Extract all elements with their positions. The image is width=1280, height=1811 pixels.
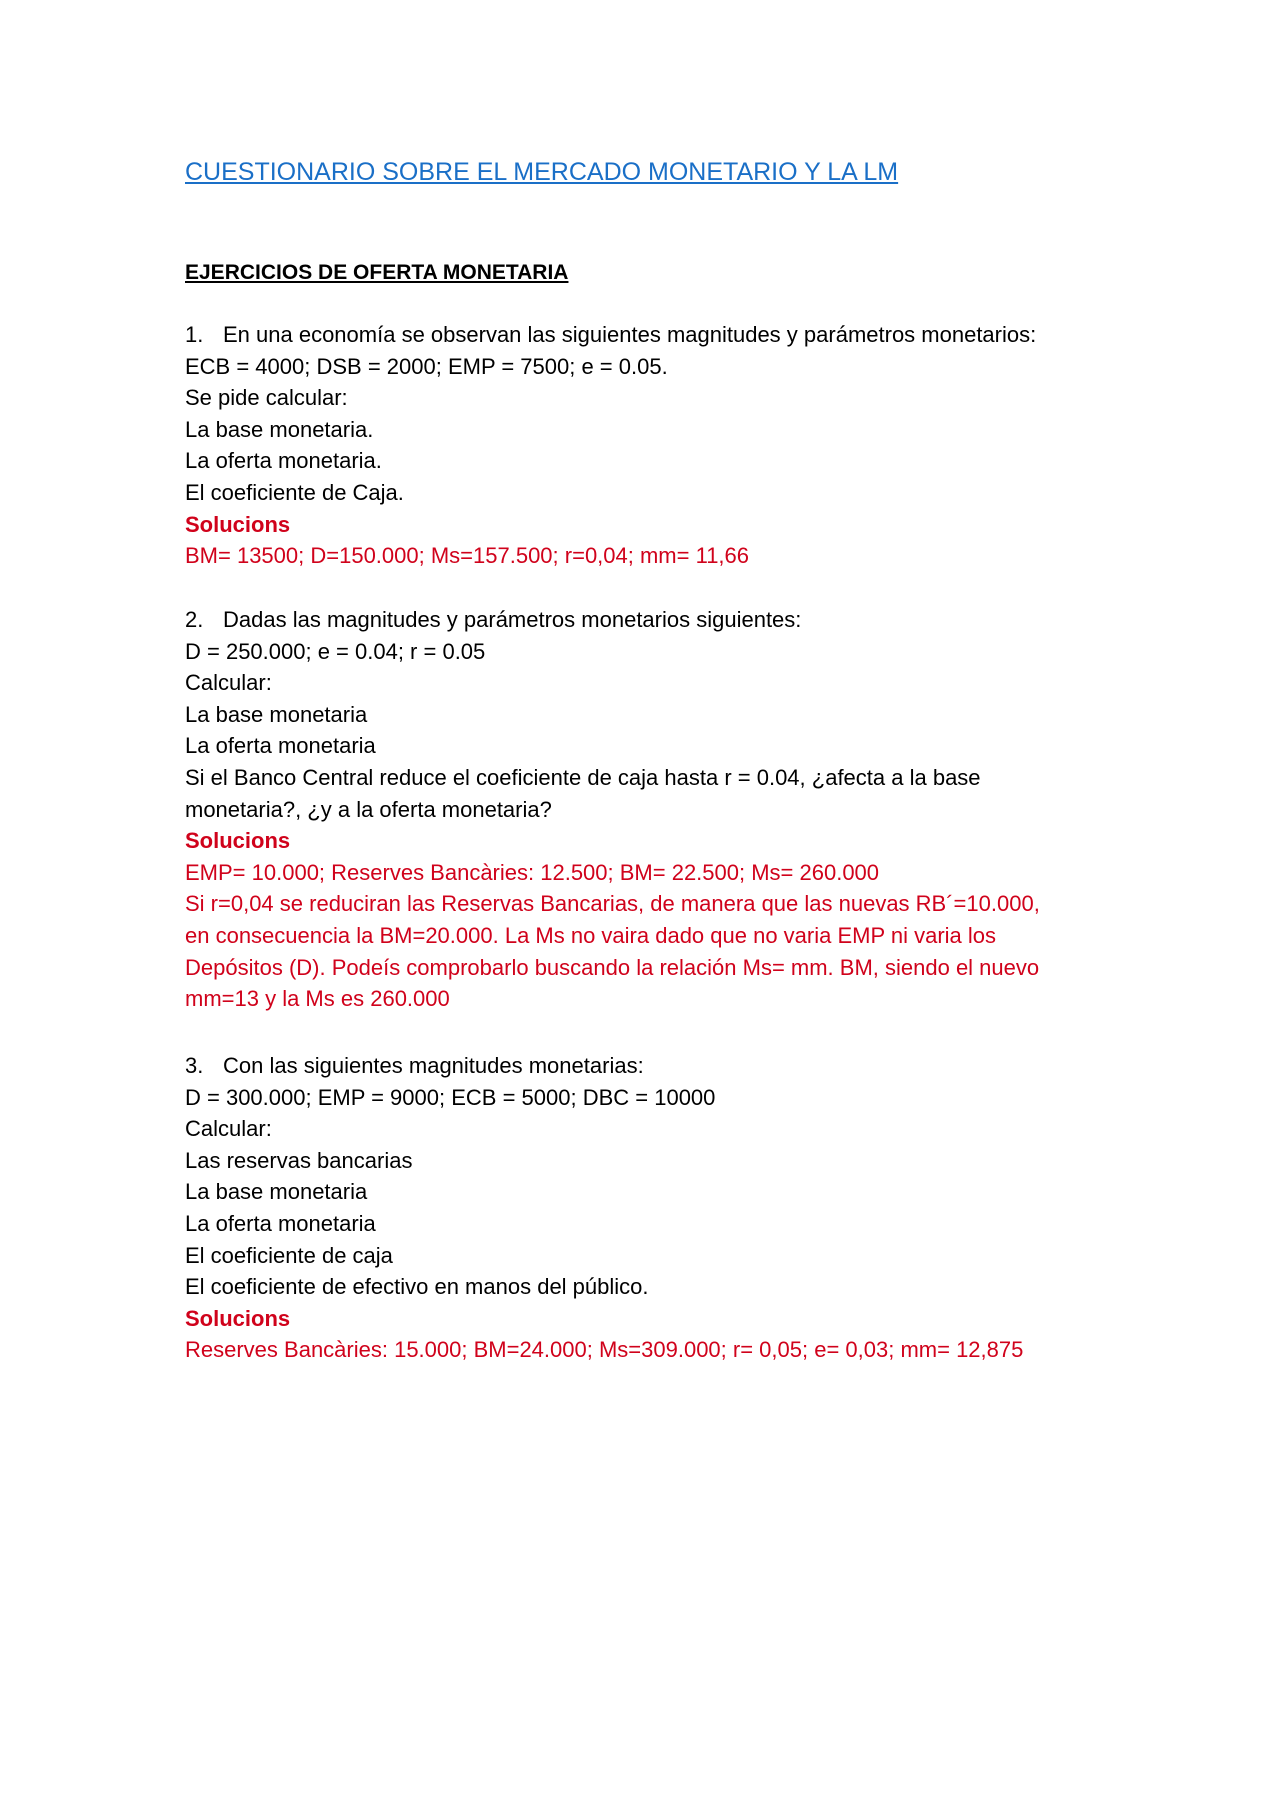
solution-line: en consecuencia la BM=20.000. La Ms no vaira dado que no varia EMP ni varia los: [185, 922, 997, 948]
document-title: CUESTIONARIO SOBRE EL MERCADO MONETARIO Y LA LM: [185, 158, 899, 186]
exercise-item: La oferta monetaria: [185, 733, 376, 759]
exercise-prompt: Calcular:: [185, 670, 272, 696]
exercise-2: [185, 604, 1105, 1015]
exercise-item: El coeficiente de Caja.: [185, 479, 404, 505]
exercise-item: El coeficiente de caja: [185, 1242, 393, 1268]
solution-line: Depósitos (D). Podeís comprobarlo buscando la relación Ms= mm. BM, siendo el nuevo: [185, 954, 1040, 980]
exercise-3: [185, 1050, 1105, 1366]
exercise-number: 1.: [185, 322, 204, 347]
solution-line: mm=13 y la Ms es 260.000: [185, 986, 450, 1012]
solution-label: Solucions: [185, 511, 291, 537]
exercise-statement: [185, 604, 1105, 636]
exercise-prompt: Calcular:: [185, 1116, 272, 1142]
exercise-statement: [185, 319, 1105, 351]
exercise-number: 3.: [185, 1053, 204, 1078]
exercise-item: La oferta monetaria: [185, 1210, 376, 1236]
exercise-item: monetaria?, ¿y a la oferta monetaria?: [185, 796, 552, 822]
exercise-data: D = 250.000; e = 0.04; r = 0.05: [185, 638, 486, 664]
exercise-item: La base monetaria: [185, 701, 368, 727]
exercise-item: Si el Banco Central reduce el coeficiente de caja hasta r = 0.04, ¿afecta a la base: [185, 764, 981, 790]
exercise-data: D = 300.000; EMP = 9000; ECB = 5000; DBC = 10000: [185, 1084, 716, 1110]
exercise-item: La base monetaria: [185, 1179, 368, 1205]
exercise-statement-text: Con las siguientes magnitudes monetarias:: [223, 1053, 644, 1078]
exercise-prompt: Se pide calcular:: [185, 385, 348, 411]
section-heading: EJERCICIOS DE OFERTA MONETARIA: [185, 261, 569, 284]
exercise-item: La base monetaria.: [185, 416, 374, 442]
exercise-statement-text: Dadas las magnitudes y parámetros monetarios siguientes:: [223, 607, 802, 632]
exercise-statement: [185, 1050, 1105, 1082]
exercise-data: ECB = 4000; DSB = 2000; EMP = 7500; e = 0.05.: [185, 353, 668, 379]
solution-line: Si r=0,04 se reduciran las Reservas Bancarias, de manera que las nuevas RB´=10.000,: [185, 891, 1040, 917]
exercise-item: Las reservas bancarias: [185, 1147, 413, 1173]
solution-line: Reserves Bancàries: 15.000; BM=24.000; Ms=309.000; r= 0,05; e= 0,03; mm= 12,875: [185, 1337, 1024, 1363]
exercise-item: El coeficiente de efectivo en manos del público.: [185, 1274, 649, 1300]
solution-label: Solucions: [185, 828, 291, 854]
solution-line: EMP= 10.000; Reserves Bancàries: 12.500; BM= 22.500; Ms= 260.000: [185, 859, 880, 885]
exercise-statement-text: En una economía se observan las siguientes magnitudes y parámetros monetarios:: [223, 322, 1037, 347]
exercise-item: La oferta monetaria.: [185, 448, 382, 474]
solution-line: BM= 13500; D=150.000; Ms=157.500; r=0,04; mm= 11,66: [185, 543, 750, 569]
solution-label: Solucions: [185, 1305, 291, 1331]
exercise-number: 2.: [185, 607, 204, 632]
exercise-1: [185, 319, 1105, 572]
